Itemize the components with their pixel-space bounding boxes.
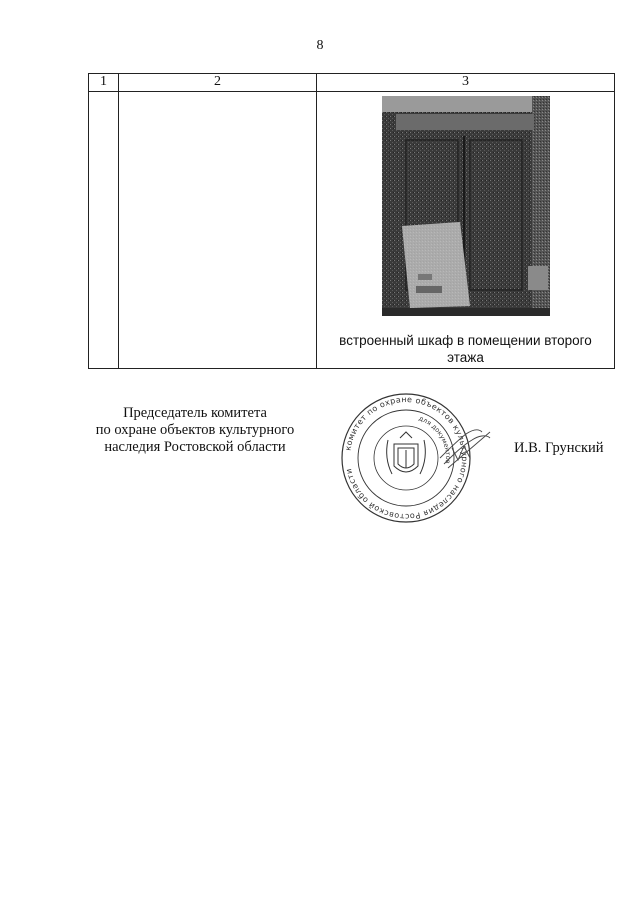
signer-name: И.В. Грунский xyxy=(514,440,604,456)
signer-title-line: по охране объектов культурного xyxy=(95,422,295,438)
document-table xyxy=(88,73,615,369)
signer-title-line: наследия Ростовской области xyxy=(104,439,286,455)
seal-inner-text: для документов xyxy=(417,414,453,464)
official-seal-icon xyxy=(340,388,500,524)
caption-line: этажа xyxy=(447,350,484,365)
table-row xyxy=(89,92,615,369)
photo-caption xyxy=(317,332,614,366)
table-header-row xyxy=(89,74,615,92)
signer-title-line: Председатель комитета xyxy=(123,405,267,421)
table-cell-number xyxy=(89,92,119,369)
page-number: 8 xyxy=(316,38,324,53)
table-header-cell: 2 xyxy=(119,74,317,92)
table-cell-description xyxy=(119,92,317,369)
table-header-cell: 3 xyxy=(317,74,615,92)
coat-of-arms-icon xyxy=(387,432,426,474)
built-in-cabinet-photo xyxy=(382,96,550,316)
caption-line: встроенный шкаф в помещении второго xyxy=(339,333,592,348)
table-header-cell: 1 xyxy=(89,74,119,92)
table-cell-photo xyxy=(317,92,615,369)
signer-title xyxy=(60,405,330,456)
seal-outer-text: комитет по охране объектов культурного наследия Ростовской области xyxy=(343,394,470,522)
